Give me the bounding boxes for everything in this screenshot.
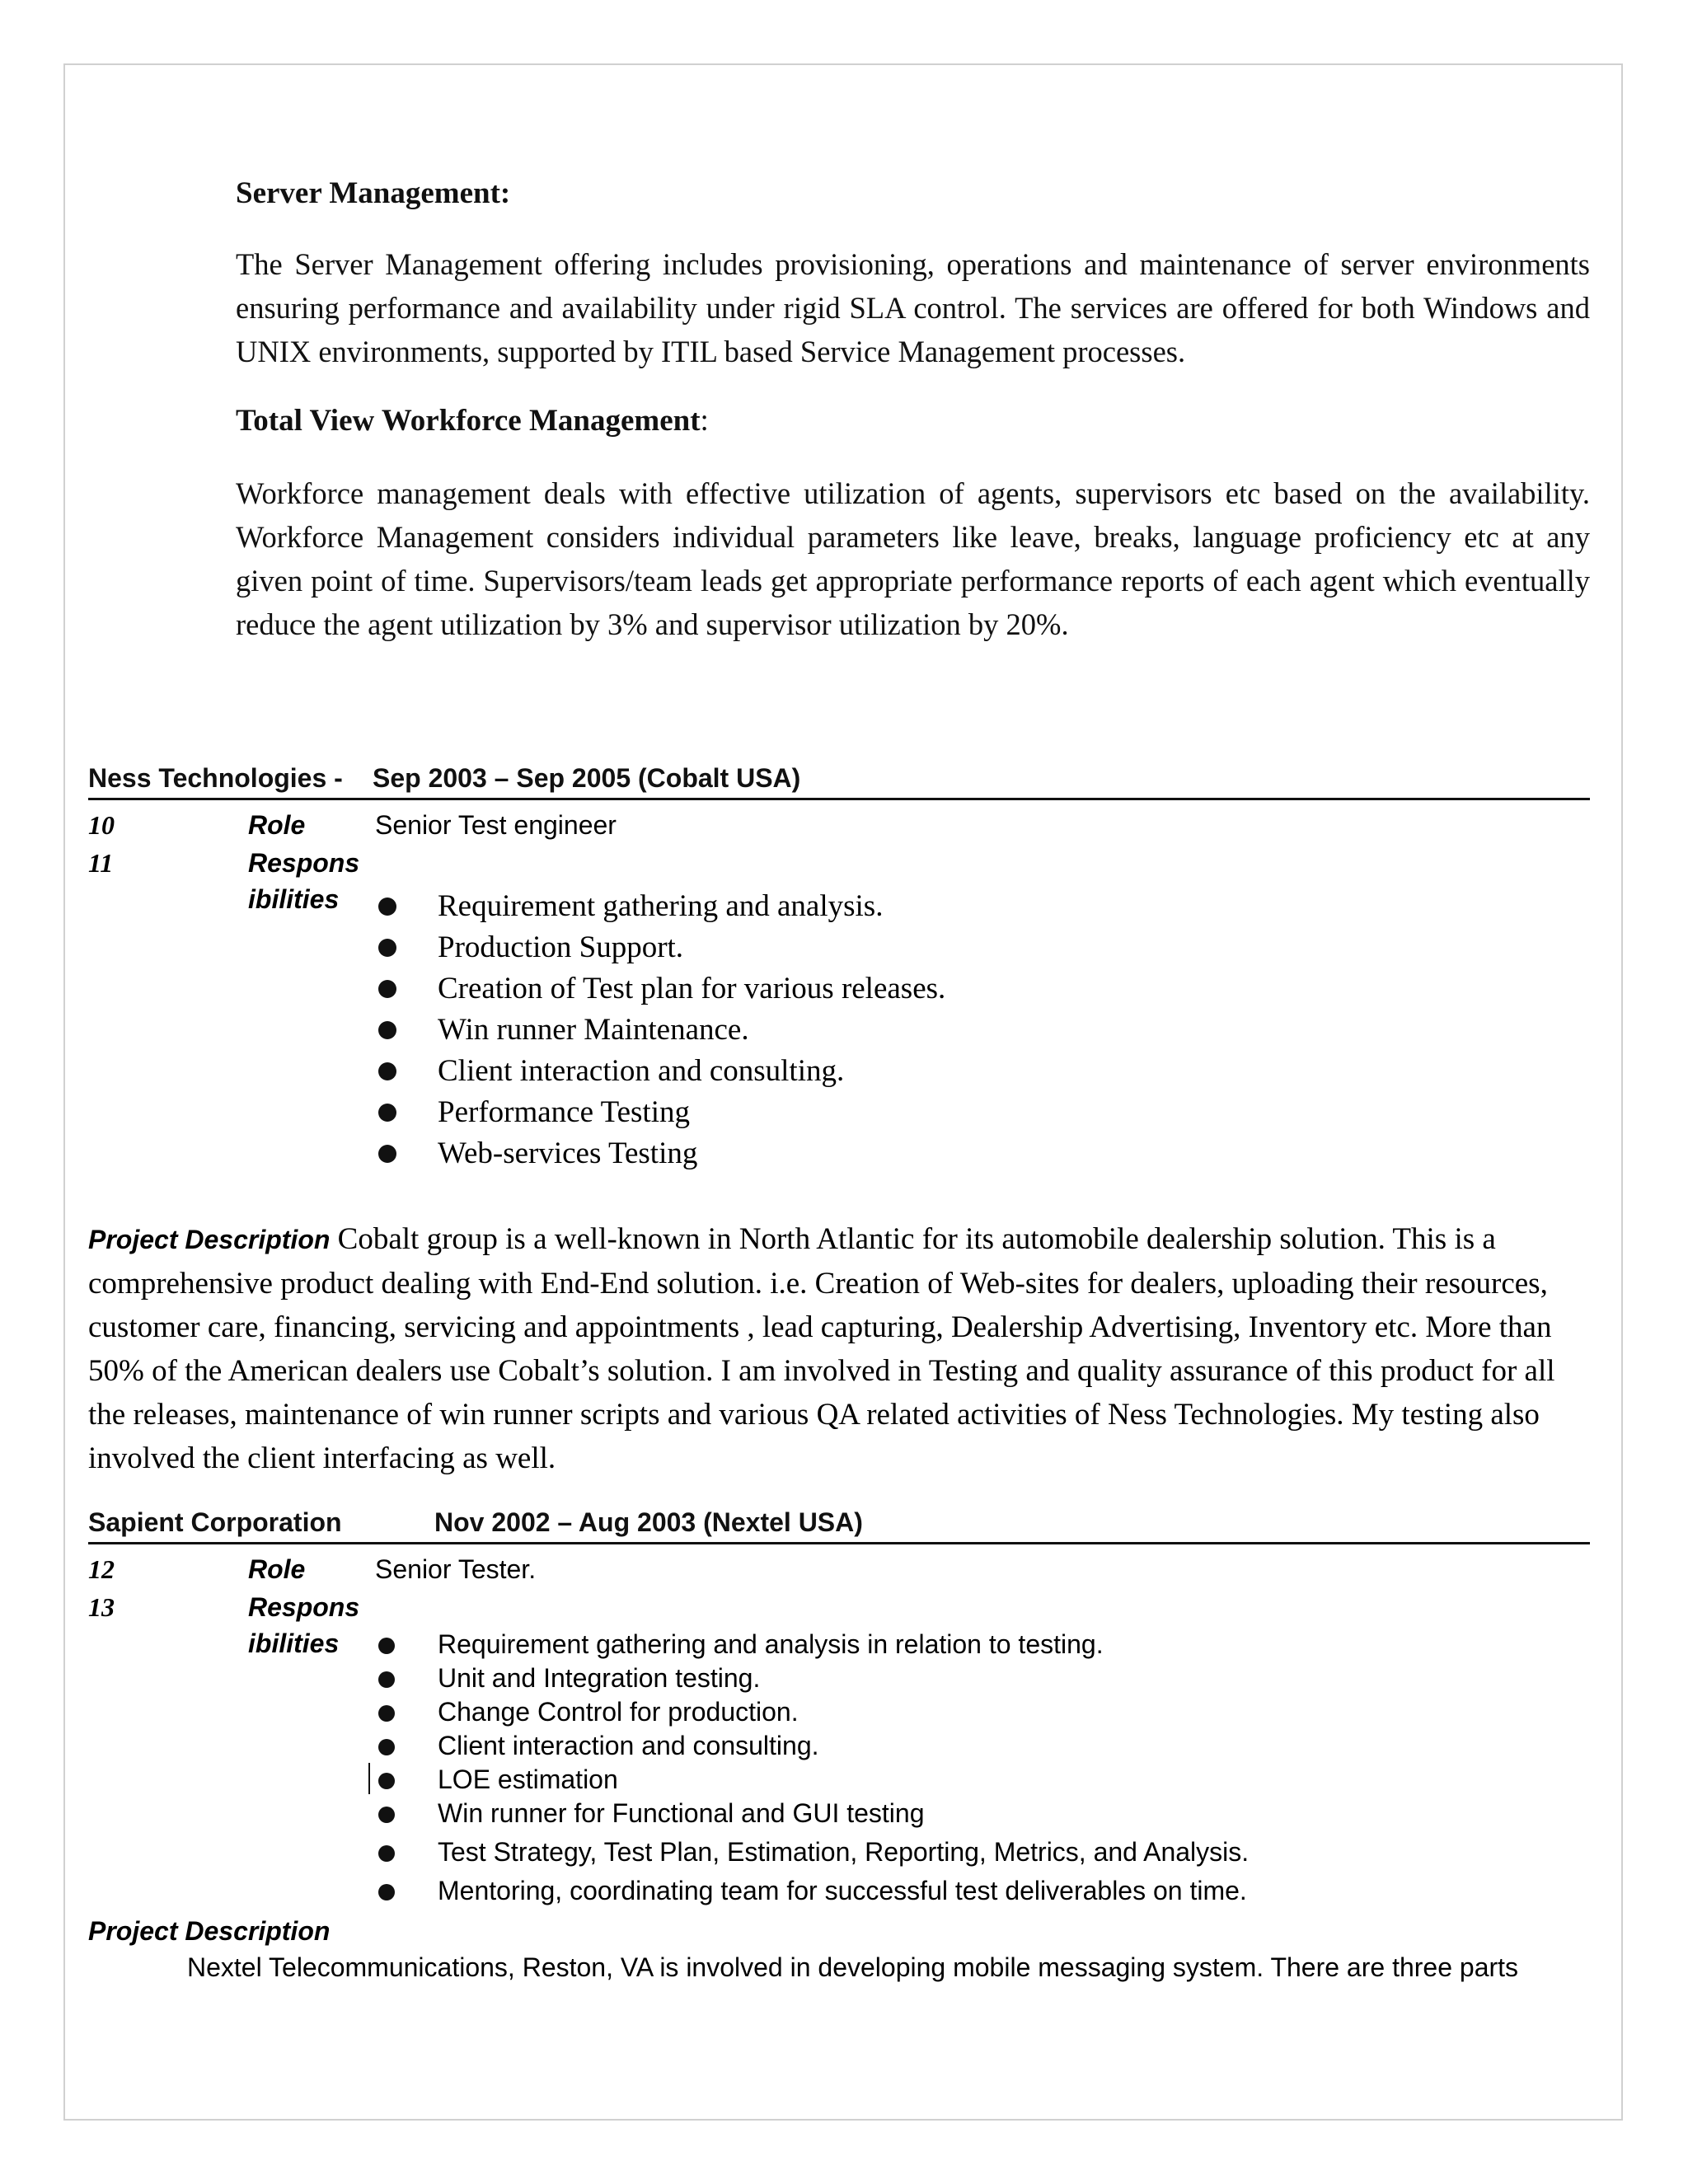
bullet-icon <box>378 1773 395 1789</box>
list-item: Test Strategy, Test Plan, Estimation, Reporting, Metrics, and Analysis. <box>378 1837 1249 1876</box>
bullet-icon <box>378 1671 395 1688</box>
workforce-heading-title: Total View Workforce Management <box>236 404 701 438</box>
bullet-icon <box>378 1062 396 1080</box>
list-item: Unit and Integration testing. <box>378 1663 1249 1697</box>
workforce-heading-colon: : <box>700 404 709 438</box>
bullet-icon <box>378 898 396 916</box>
project-description-label: Project Description <box>88 1916 331 1946</box>
job-period: Sep 2003 – Sep 2005 (Cobalt USA) <box>373 763 801 793</box>
list-item: Requirement gathering and analysis. <box>378 886 945 927</box>
role-label: Role <box>248 810 306 840</box>
project-description-ness <box>88 1217 1590 1480</box>
job-header-sapient <box>88 1504 1590 1544</box>
bullet-icon <box>378 1845 395 1862</box>
bullet-icon <box>378 1739 395 1755</box>
company-name: Sapient Corporation <box>88 1507 342 1537</box>
role-value: Senior Tester. <box>375 1554 537 1584</box>
company-name: Ness Technologies - <box>88 763 343 793</box>
bullet-icon <box>378 1884 395 1900</box>
list-item: Client interaction and consulting. <box>378 1731 1249 1765</box>
role-label: Role <box>248 1554 306 1584</box>
role-number: 10 <box>88 810 115 840</box>
responsibilities-number: 13 <box>88 1592 115 1622</box>
responsibilities-label-line1: Respons <box>248 1592 360 1622</box>
list-item: LOE estimation <box>378 1765 1249 1798</box>
text-cursor <box>368 1763 370 1794</box>
bullet-icon <box>378 1705 395 1722</box>
list-item: Change Control for production. <box>378 1697 1249 1731</box>
list-item: Performance Testing <box>378 1092 945 1133</box>
list-item: Production Support. <box>378 927 945 968</box>
bullet-icon <box>378 1021 396 1039</box>
bullet-icon <box>378 980 396 998</box>
project-description-text: Cobalt group is a well-known in North Atlantic for its automobile dealership solution. This is a comprehensive product dealing with End-End solution. i.e. Creation of Web-sites for dealers, uploading their resources, customer care, financing, servicing and appointments , lead capturing, Dealership Advertising, Inventory etc. More than 50% of the American dealers use Cobalt’s solution. I am involved in Testing and quality assurance of this product for all the releases, maintenance of win runner scripts and various QA related activities of Ness Technologies. My testing also involved the client interfacing as well. <box>88 1222 1555 1475</box>
role-number: 12 <box>88 1554 115 1584</box>
responsibilities-label-line2: ibilities <box>248 1629 340 1658</box>
list-item: Mentoring, coordinating team for successful test deliverables on time. <box>378 1876 1249 1910</box>
bullet-icon <box>378 1145 396 1163</box>
bullet-icon <box>378 1638 395 1654</box>
list-item: Client interaction and consulting. <box>378 1051 945 1092</box>
bullet-icon <box>378 1807 395 1823</box>
server-management-heading: Server Management: <box>236 176 511 210</box>
job-header-ness <box>88 760 1590 800</box>
workforce-heading <box>236 403 709 438</box>
responsibilities-list-sapient <box>378 1629 1249 1910</box>
project-description-label: Project Description <box>88 1225 331 1254</box>
responsibilities-list-ness <box>378 886 945 1174</box>
role-value: Senior Test engineer <box>375 810 617 840</box>
list-item: Creation of Test plan for various releases. <box>378 968 945 1010</box>
list-item: Web-services Testing <box>378 1133 945 1174</box>
bullet-icon <box>378 939 396 957</box>
project-description-text: Nextel Telecommunications, Reston, VA is involved in developing mobile messaging system. There are three parts <box>187 1952 1519 1982</box>
list-item: Requirement gathering and analysis in relation to testing. <box>378 1629 1249 1663</box>
server-management-paragraph: The Server Management offering includes provisioning, operations and maintenance of server environments ensuring performance and availability under rigid SLA control. The services are offered for both Windows and UNIX environments, supported by ITIL based Service Management processes. <box>236 247 1590 368</box>
responsibilities-label-line2: ibilities <box>248 884 340 914</box>
document-page <box>63 63 1623 2121</box>
bullet-icon <box>378 1104 396 1122</box>
workforce-paragraph: Workforce management deals with effective utilization of agents, supervisors etc based on the availability. Workforce Management considers individual parameters like leave, breaks, language proficiency etc at any given point of time. Supervisors/team leads get appropriate performance reports of each agent which eventually reduce the agent utilization by 3% and supervisor utilization by 20%. <box>236 476 1590 641</box>
responsibilities-label-line1: Respons <box>248 848 360 878</box>
responsibilities-number: 11 <box>88 848 114 878</box>
job-period: Nov 2002 – Aug 2003 (Nextel USA) <box>434 1507 863 1537</box>
list-item: Win runner for Functional and GUI testing <box>378 1798 1249 1837</box>
list-item: Win runner Maintenance. <box>378 1010 945 1051</box>
